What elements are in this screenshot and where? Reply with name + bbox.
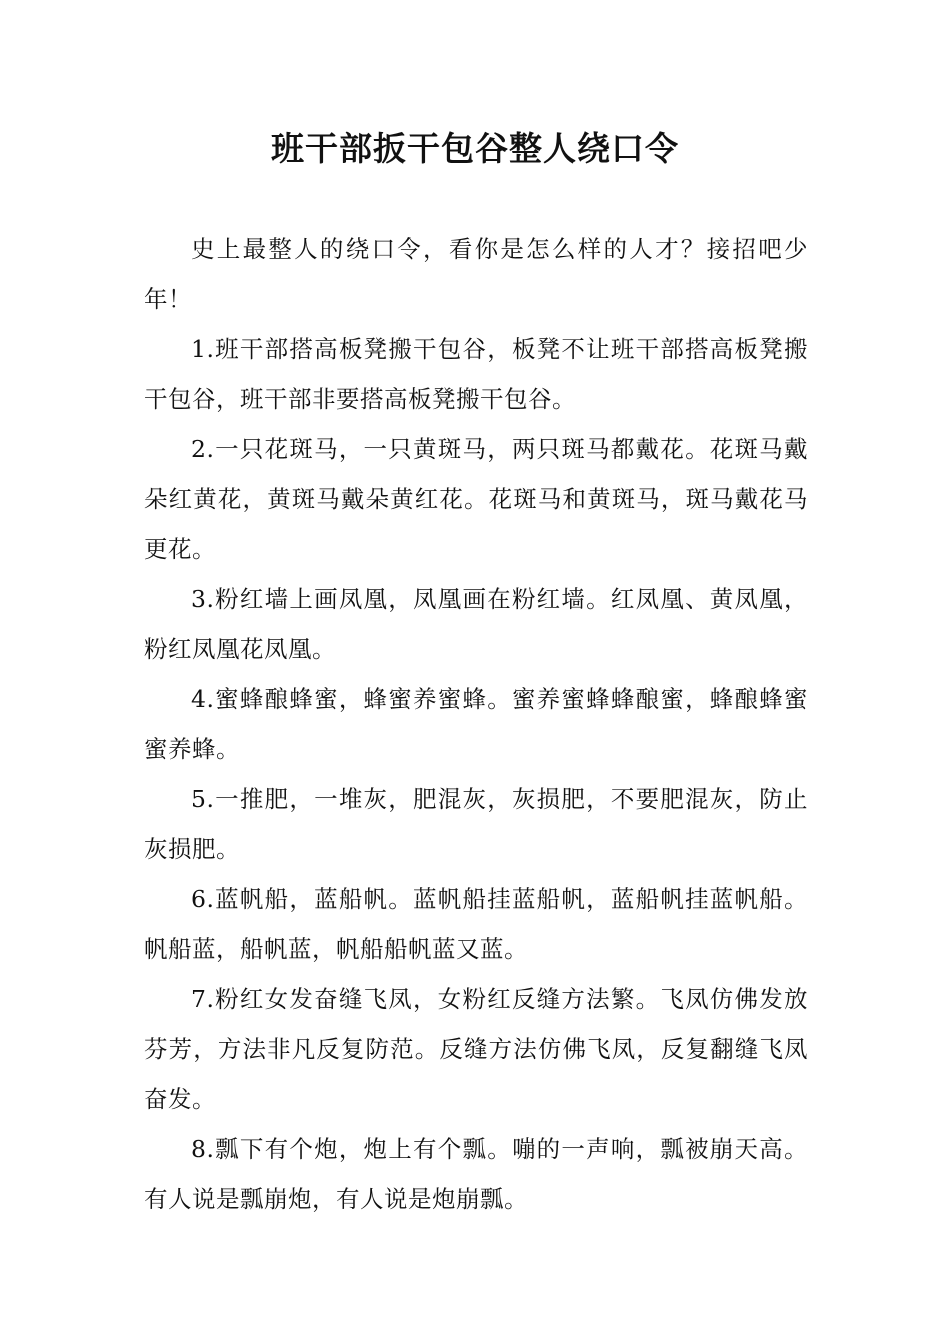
document-title: 班干部扳干包谷整人绕口令	[271, 129, 679, 168]
tongue-twister-8: 8.瓢下有个炮，炮上有个瓢。嘣的一声响，瓢被崩天高。有人说是瓢崩炮，有人说是炮崩瓢。	[144, 1135, 808, 1213]
tongue-twister-5: 5.一推肥，一堆灰，肥混灰，灰损肥，不要肥混灰，防止灰损肥。	[144, 785, 808, 863]
tongue-twister-7: 7.粉红女发奋缝飞凤，女粉红反缝方法繁。飞凤仿佛发放芬芳，方法非凡反复防范。反缝方法仿佛飞凤，反复翻缝飞凤奋发。	[144, 985, 808, 1113]
tongue-twister-6: 6.蓝帆船，蓝船帆。蓝帆船挂蓝船帆，蓝船帆挂蓝帆船。帆船蓝，船帆蓝，帆船船帆蓝又蓝。	[144, 885, 808, 963]
tongue-twister-2: 2.一只花斑马，一只黄斑马，两只斑马都戴花。花斑马戴朵红黄花，黄斑马戴朵黄红花。花斑马和黄斑马，斑马戴花马更花。	[144, 435, 808, 563]
intro-paragraph: 史上最整人的绕口令，看你是怎么样的人才？接招吧少年！	[144, 235, 808, 313]
tongue-twister-4: 4.蜜蜂酿蜂蜜，蜂蜜养蜜蜂。蜜养蜜蜂蜂酿蜜，蜂酿蜂蜜蜜养蜂。	[144, 685, 808, 763]
document-body	[144, 224, 808, 1224]
tongue-twister-1: 1.班干部搭高板凳搬干包谷，板凳不让班干部搭高板凳搬干包谷，班干部非要搭高板凳搬干包谷。	[144, 335, 808, 413]
tongue-twister-3: 3.粉红墙上画凤凰，凤凰画在粉红墙。红凤凰、黄凤凰，粉红凤凰花凤凰。	[144, 585, 808, 663]
